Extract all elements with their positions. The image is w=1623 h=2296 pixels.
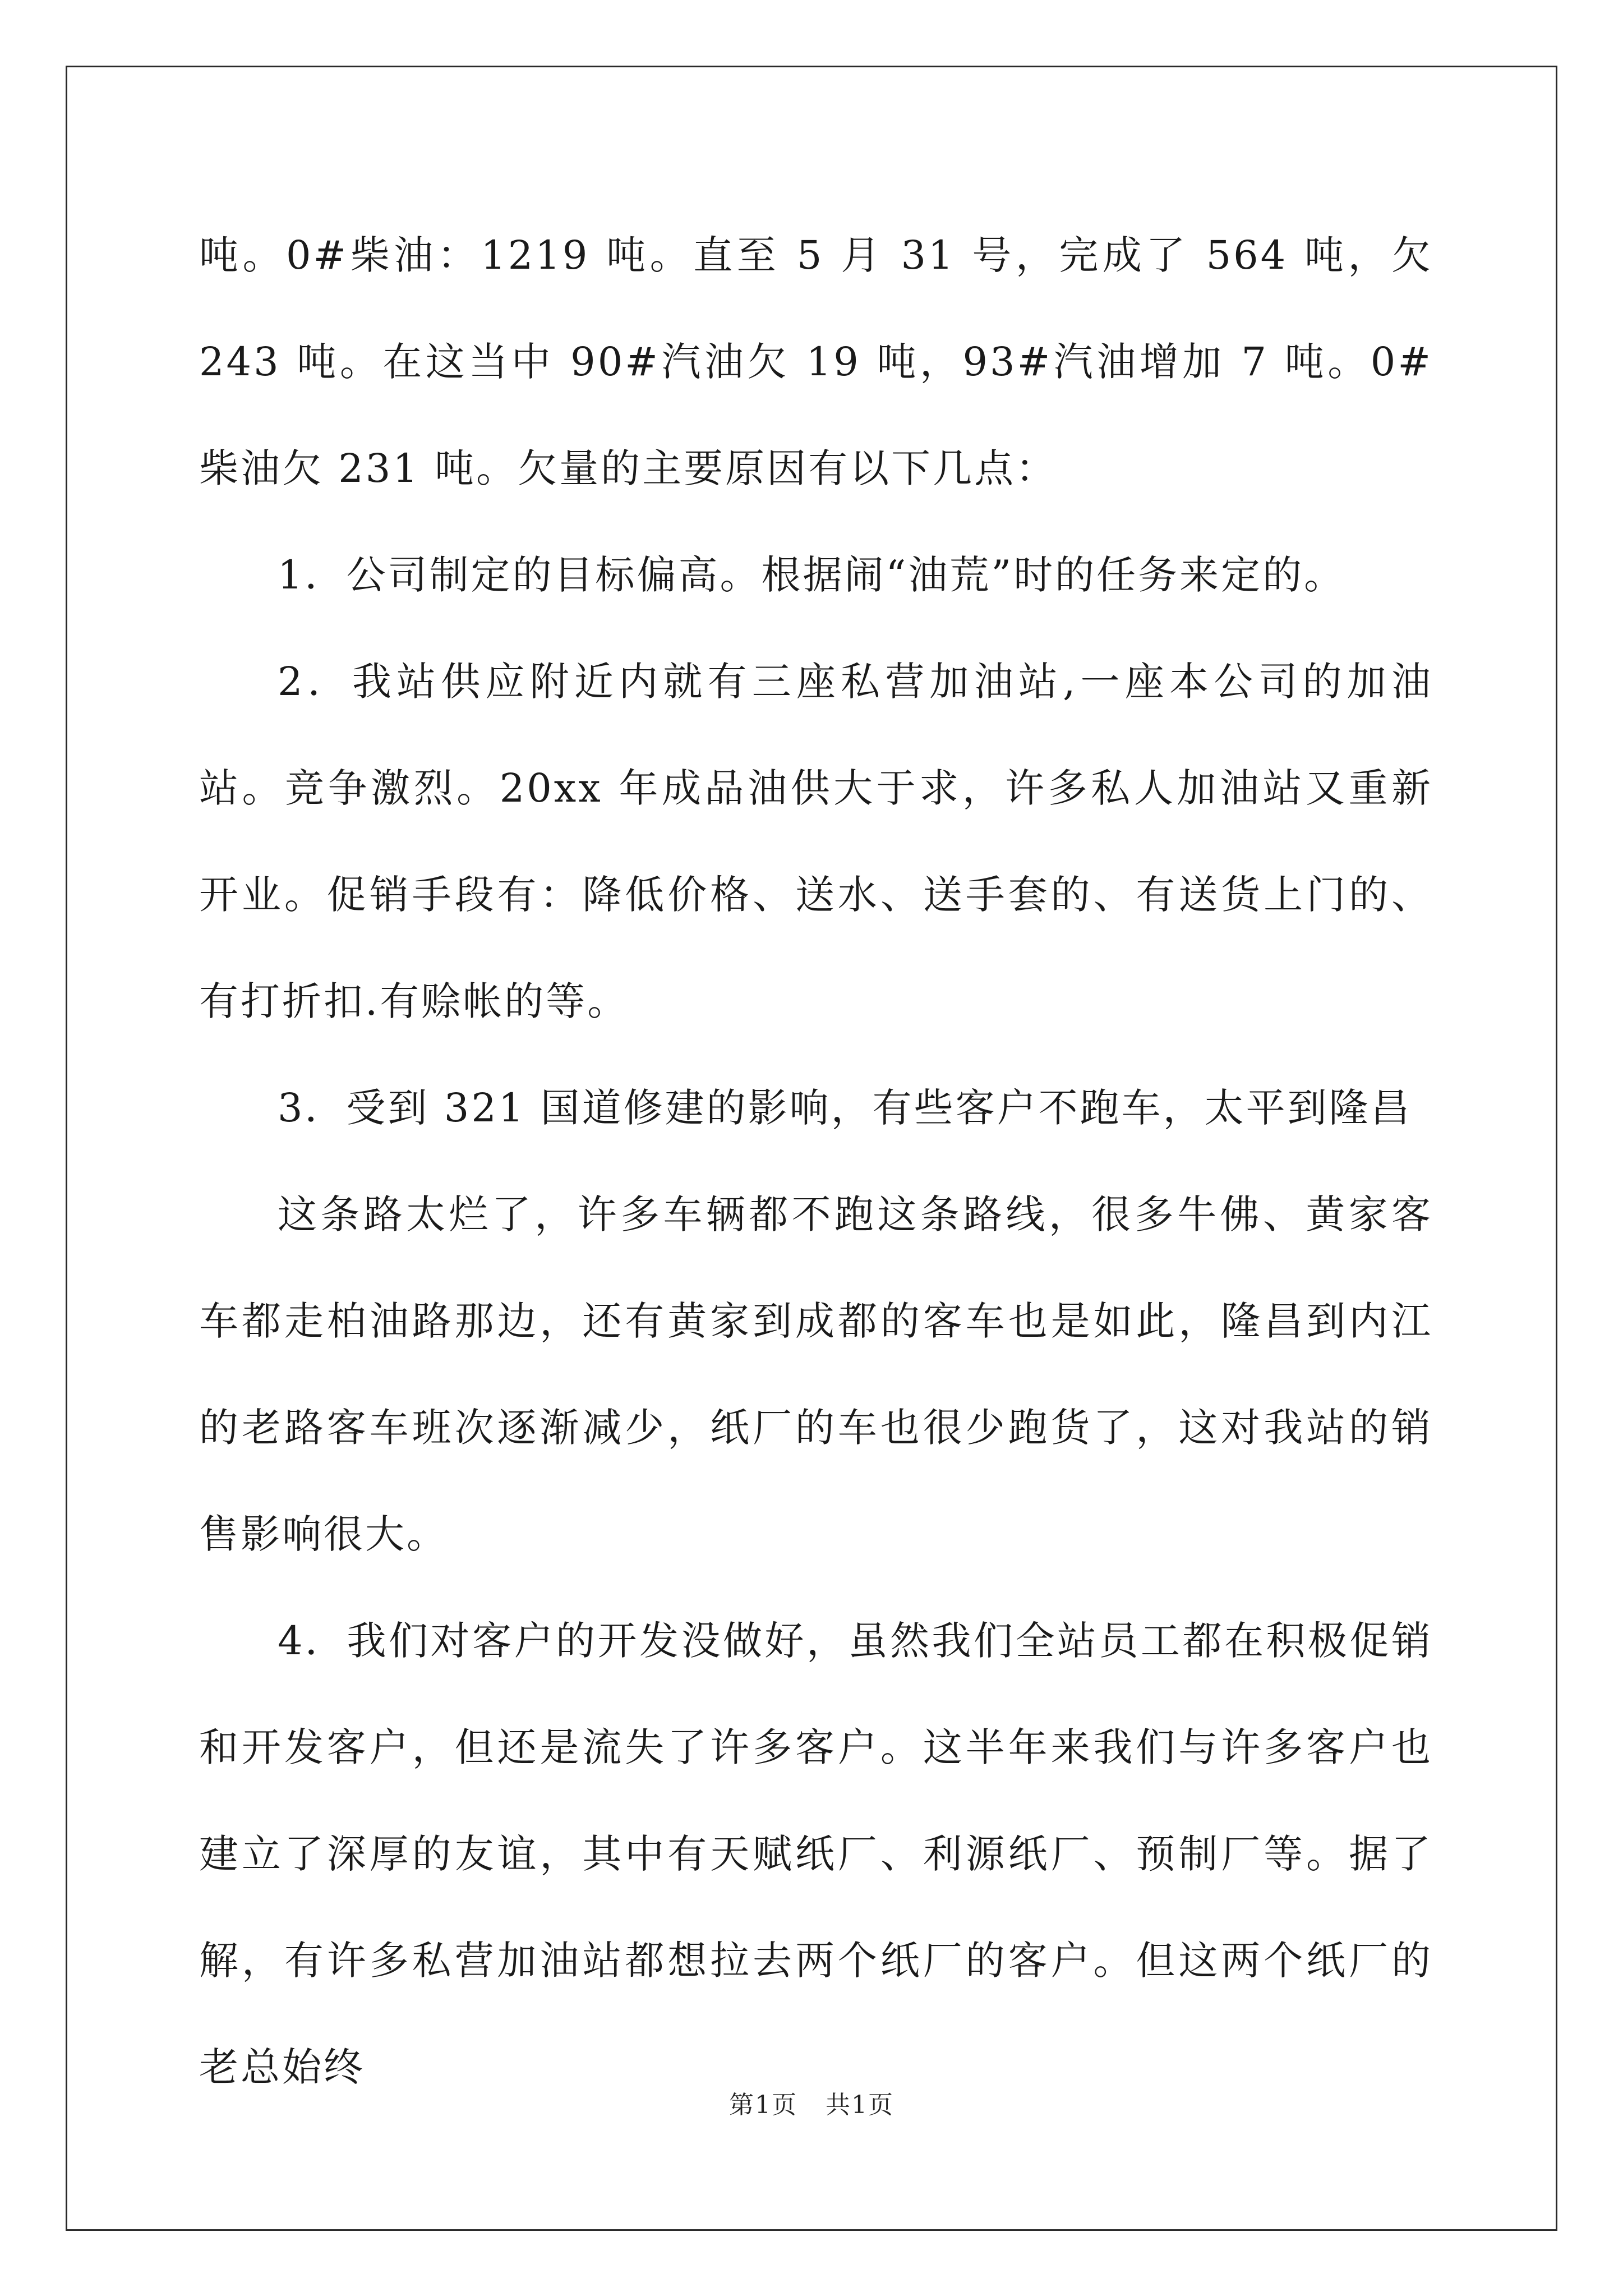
- paragraph: 吨。0#柴油：1219 吨。直至 5 月 31 号，完成了 564 吨，欠 243 吨。在这当中 90#汽油欠 19 吨，93#汽油增加 7 吨。0#柴油欠 231 吨。欠量的主要原因有以下几点：: [199, 232, 1433, 491]
- paragraph: 3．受到 321 国道修建的影响，有些客户不跑车，太平到隆昌: [278, 1085, 1412, 1131]
- paragraph: 1．公司制定的目标偏高。根据闹“油荒”时的任务来定的。: [278, 552, 1346, 598]
- page-number: 第1页: [729, 2091, 797, 2119]
- paragraph: 2．我站供应附近内就有三座私营加油站,一座本公司的加油站。竞争激烈。20xx 年成品油供大于求，许多私人加油站又重新开业。促销手段有：降低价格、送水、送手套的、有送货上门的、有打折扣.有赊帐的等。: [199, 659, 1433, 1024]
- paragraph: 4．我们对客户的开发没做好，虽然我们全站员工都在积极促销和开发客户，但还是流失了许多客户。这半年来我们与许多客户也建立了深厚的友谊，其中有天赋纸厂、利源纸厂、预制厂等。据了解，有许多私营加油站都想拉去两个纸厂的客户。但这两个纸厂的老总始终: [199, 1618, 1433, 2090]
- document-body: [199, 202, 1433, 2120]
- paragraph: 这条路太烂了，许多车辆都不跑这条路线，很多牛佛、黄家客车都走柏油路那边，还有黄家到成都的客车也是如此，隆昌到内江的老路客车班次逐渐减少，纸厂的车也很少跑货了，这对我站的销售影响很大。: [199, 1191, 1433, 1557]
- page-footer: [0, 2088, 1623, 2122]
- page-total: 共1页: [826, 2091, 894, 2119]
